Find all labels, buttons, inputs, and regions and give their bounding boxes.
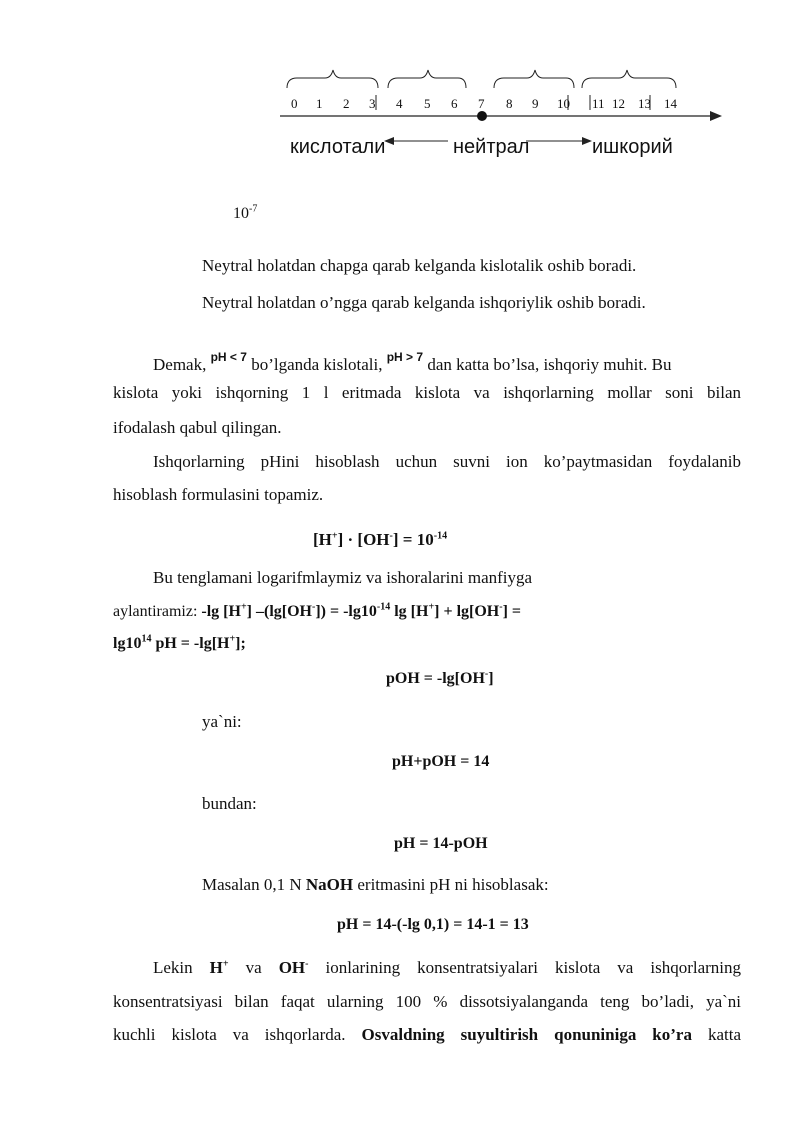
acid-label: кислотали xyxy=(290,136,386,158)
brace-2 xyxy=(388,70,466,88)
tick-10: 10 xyxy=(557,96,570,111)
paragraph-1-line-2: kislota yoki ishqorning 1 l eritmada kislota va ishqorlarning mollar soni bilan xyxy=(113,383,741,402)
paragraph-4-line-2: konsentratsiyasi bilan faqat ularning 100 % dissotsiyalanganda teng bo’ladi, ya`ni xyxy=(113,992,741,1011)
paragraph-1-line-3: ifodalash qabul qilingan. xyxy=(113,418,282,437)
paragraph-1-line-1: Demak, $^{pH < 7}$ bo’lganda kislotali, $^{pH > 7}$ dan katta bo’lsa, ishqoriy muhit. Bu xyxy=(153,350,672,374)
paragraph-2-line-2: hisoblash formulasini topamiz. xyxy=(113,485,324,504)
sum-equation: pH+pOH = 14 xyxy=(392,753,490,770)
tick-7: 7 xyxy=(478,96,485,111)
tick-12: 12 xyxy=(612,96,625,111)
bundan-text: bundan: xyxy=(202,794,257,813)
brace-3 xyxy=(494,70,574,88)
yani-text: ya`ni: xyxy=(202,712,242,731)
left-rule-text: Neytral holatdan chapga qarab kelganda kislotalik oshib boradi. xyxy=(202,256,637,275)
ion-product-equation: $[H^+] \cdot [OH^-] = 10^{-14}$ xyxy=(313,530,448,549)
example-text: Masalan 0,1 N NaOH eritmasini pH ni hisoblasak: xyxy=(202,875,549,894)
tick-8: 8 xyxy=(506,96,513,111)
paragraph-3-line-2: aylantiramiz: -lg [H+] $-(\lg[OH^-]) = -\lg 10^{-14}$ lg [H+] + lg[OH-] = xyxy=(113,601,522,620)
ph-equation: pH = 14-pOH xyxy=(394,835,488,852)
ph-scale-diagram xyxy=(0,60,800,170)
tick-3: 3 xyxy=(369,96,376,111)
paragraph-4-line-3: kuchli kislota va ishqorlarda. Osvaldning suyultirish qonuniniga ko’ra katta xyxy=(113,1025,742,1044)
tick-0: 0 xyxy=(291,96,298,111)
tick-14: 14 xyxy=(664,96,677,111)
tick-13: 13 xyxy=(638,96,651,111)
neutral-exponent: $10^{-7}$ xyxy=(233,203,258,222)
tick-1: 1 xyxy=(316,96,323,111)
paragraph-4-line-1: Lekin H+ va OH- ionlarining konsentratsiyalari kislota va ishqorlarning xyxy=(153,958,742,977)
tick-4: 4 xyxy=(396,96,403,111)
ph-axis-arrow xyxy=(710,111,722,121)
calc-equation: pH = 14-(-lg 0,1) = 14-1 = 13 xyxy=(337,916,529,933)
brace-1 xyxy=(287,70,378,88)
brace-4 xyxy=(582,70,676,88)
tick-6: 6 xyxy=(451,96,458,111)
right-rule-text: Neytral holatdan o’ngga qarab kelganda ishqoriylik oshib boradi. xyxy=(202,293,646,312)
tick-2: 2 xyxy=(343,96,350,111)
neutral-label: нейтрал xyxy=(453,136,530,158)
base-label: ишкорий xyxy=(592,136,673,158)
neutral-point xyxy=(477,111,487,121)
tick-11: 11 xyxy=(592,96,605,111)
paragraph-3-line-3: $\lg 10^{14}$ pH = -lg[H+]; xyxy=(113,633,246,652)
poh-equation: pOH = -lg[OH-] xyxy=(386,668,494,687)
tick-5: 5 xyxy=(424,96,431,111)
paragraph-2-line-1: Ishqorlarning pHini hisoblash uchun suvni ion ko’paytmasidan foydalanib xyxy=(153,452,741,471)
tick-9: 9 xyxy=(532,96,539,111)
paragraph-3-line-1: Bu tenglamani logarifmlaymiz va ishoralarini manfiyga xyxy=(153,568,533,587)
